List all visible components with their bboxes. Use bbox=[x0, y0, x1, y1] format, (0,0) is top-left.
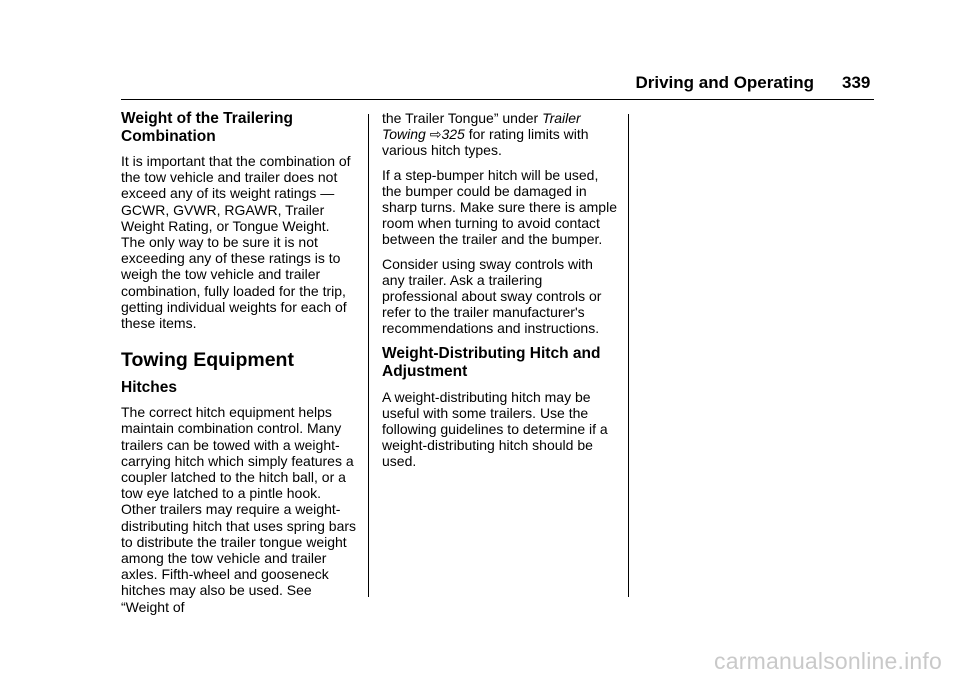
page-number: 339 bbox=[842, 73, 871, 92]
column-1 bbox=[121, 110, 357, 623]
paragraph-sway-controls: Consider using sway controls with any trailer. Ask a trailering professional about sway controls or refer to the trailer manufacturer's recommendations and instructions. bbox=[382, 255, 602, 337]
link-trailer-towing[interactable]: Trailer Towing bbox=[382, 110, 581, 143]
arrow-icon: ⇨ bbox=[429, 126, 442, 143]
column-divider-2 bbox=[628, 114, 629, 597]
text-span: the Trailer Tongue” under bbox=[382, 110, 543, 126]
column-divider-1 bbox=[368, 114, 369, 597]
text-span: for rating limits with various hitch types. bbox=[382, 126, 589, 159]
heading-weight-distributing-hitch: Weight-Distributing Hitch and Adjustment bbox=[382, 344, 601, 380]
watermark: carmanualsonline.info bbox=[714, 648, 942, 674]
heading-weight-of-trailering-combination: Weight of the Trailering Combination bbox=[121, 110, 293, 145]
column-2 bbox=[382, 110, 618, 478]
link-page-ref[interactable]: 325 bbox=[441, 126, 465, 143]
paragraph-hitches: The correct hitch equipment helps maintain combination control. Many trailers can be towed with a weight-carrying hitch which simply features a coupler latched to the hitch ball, or a tow eye latched to a pintle hook. Other trailers may require a weight-distributing hitch that uses spring bars to distribute the trailer tongue weight among the tow vehicle and trailer axles. Fifth-wheel and gooseneck hitches may also be used. See “Weight of bbox=[121, 404, 357, 615]
header-rule bbox=[121, 99, 874, 100]
paragraph-combination-weight: It is important that the combination of the tow vehicle and trailer does not exceed any of its weight ratings — GCWR, GVWR, RGAWR, Trailer Weight Rating, or Tongue Weight. The only way to be sure it is not exceeding any of these ratings is to weigh the tow vehicle and trailer combination, fully loaded for the trip, getting individual weights for each of these items. bbox=[121, 153, 351, 332]
paragraph-step-bumper: If a step-bumper hitch will be used, the bumper could be damaged in sharp turns. Make sure there is ample room when turning to avoid contact between the trailer and the bumper. bbox=[382, 166, 617, 248]
running-header-section: Driving and Operating bbox=[635, 73, 814, 92]
heading-hitches: Hitches bbox=[121, 379, 177, 397]
paragraph-weight-distributing: A weight-distributing hitch may be useful with some trailers. Use the following guidelines to determine if a weight-distributing hitch should be used. bbox=[382, 388, 608, 470]
heading-towing-equipment: Towing Equipment bbox=[121, 349, 294, 372]
paragraph-trailer-tongue-ref bbox=[382, 110, 618, 159]
